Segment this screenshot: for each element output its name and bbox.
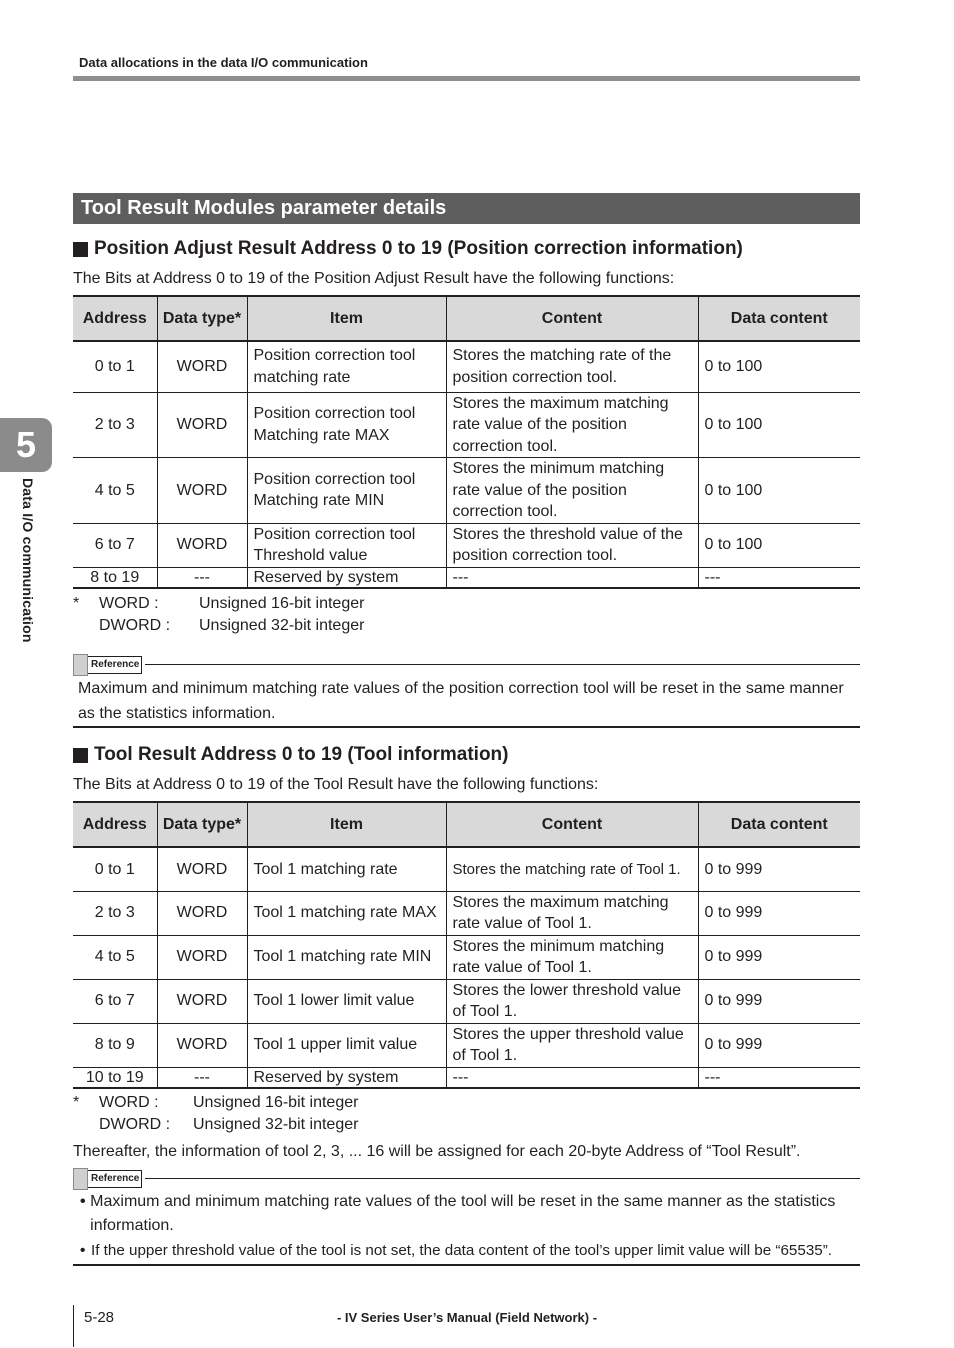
bullet-text: If the upper threshold value of the tool is not set, the data content of the tool’s upper limit value will be “65535”. bbox=[91, 1242, 832, 1259]
data-content-cell: 0 to 999 bbox=[698, 935, 860, 979]
item-cell: Position correction tool matching rate bbox=[247, 341, 446, 392]
data-type-cell: WORD bbox=[157, 891, 247, 935]
running-header: Data allocations in the data I/O communication bbox=[79, 55, 368, 70]
table-row bbox=[73, 458, 860, 524]
address-cell: 6 to 7 bbox=[73, 979, 157, 1023]
table-row bbox=[73, 341, 860, 392]
content-cell: --- bbox=[446, 567, 698, 588]
subsection-heading-tool-result bbox=[73, 744, 509, 766]
square-bullet-icon bbox=[73, 748, 88, 763]
position-adjust-intro: The Bits at Address 0 to 19 of the Position Adjust Result have the following functions: bbox=[73, 270, 675, 287]
table-row bbox=[73, 1067, 860, 1088]
data-type-cell: --- bbox=[157, 567, 247, 588]
footnote-dword-label: DWORD : bbox=[99, 617, 171, 634]
item-cell: Reserved by system bbox=[247, 567, 446, 588]
address-cell: 8 to 9 bbox=[73, 1023, 157, 1067]
chapter-tab bbox=[0, 418, 52, 472]
address-cell: 10 to 19 bbox=[73, 1067, 157, 1088]
bullet-icon: • bbox=[80, 1193, 86, 1210]
footnote-dword-desc: Unsigned 32-bit integer bbox=[193, 1116, 359, 1133]
reference-bullet-list bbox=[80, 1190, 860, 1263]
data-type-cell: WORD bbox=[157, 523, 247, 567]
content-cell: Stores the minimum matching rate value of Tool 1. bbox=[446, 935, 698, 979]
thereafter-text: Thereafter, the information of tool 2, 3, ... 16 will be assigned for each 20-byte Address of “Tool Result”. bbox=[73, 1143, 801, 1160]
reference-note: Maximum and minimum matching rate values of the position correction tool will be reset in the same manner as the statistics information. bbox=[78, 680, 844, 722]
data-content-cell: 0 to 999 bbox=[698, 891, 860, 935]
address-cell: 4 to 5 bbox=[73, 935, 157, 979]
table-row bbox=[73, 847, 860, 891]
footnote-star: * bbox=[73, 1094, 80, 1111]
footnote-dword-desc: Unsigned 32-bit integer bbox=[199, 617, 365, 634]
table-row bbox=[73, 979, 860, 1023]
address-cell: 0 to 1 bbox=[73, 341, 157, 392]
address-cell: 0 to 1 bbox=[73, 847, 157, 891]
data-type-cell: --- bbox=[157, 1067, 247, 1088]
content-cell: Stores the lower threshold value of Tool 1. bbox=[446, 979, 698, 1023]
data-type-footnote bbox=[73, 1092, 358, 1136]
bullet-icon: • bbox=[80, 1242, 86, 1259]
footnote-word-desc: Unsigned 16-bit integer bbox=[199, 595, 365, 612]
column-header: Data content bbox=[698, 296, 860, 341]
tool-result-intro: The Bits at Address 0 to 19 of the Tool Result have the following functions: bbox=[73, 776, 599, 793]
footnote-word-label: WORD : bbox=[99, 595, 159, 612]
footnote-dword-label: DWORD : bbox=[99, 1116, 171, 1133]
item-cell: Tool 1 lower limit value bbox=[247, 979, 446, 1023]
data-content-cell: 0 to 999 bbox=[698, 1023, 860, 1067]
column-header: Data type* bbox=[157, 802, 247, 847]
data-content-cell: 0 to 100 bbox=[698, 392, 860, 458]
item-cell: Tool 1 matching rate MAX bbox=[247, 891, 446, 935]
item-cell: Reserved by system bbox=[247, 1067, 446, 1088]
address-cell: 4 to 5 bbox=[73, 458, 157, 524]
manual-title: - IV Series User’s Manual (Field Network) - bbox=[336, 1310, 598, 1325]
content-cell: Stores the matching rate of the position correction tool. bbox=[446, 341, 698, 392]
table-row bbox=[73, 523, 860, 567]
reference-label: Reference bbox=[88, 656, 142, 674]
data-content-cell: 0 to 999 bbox=[698, 847, 860, 891]
column-header: Data type* bbox=[157, 296, 247, 341]
content-cell: Stores the maximum matching rate value of Tool 1. bbox=[446, 891, 698, 935]
table-row bbox=[73, 392, 860, 458]
table-header-row bbox=[73, 296, 860, 341]
item-cell: Position correction tool Matching rate MIN bbox=[247, 458, 446, 524]
reference-end-rule bbox=[73, 726, 860, 728]
section-title: Tool Result Modules parameter details bbox=[73, 193, 860, 224]
subsection-heading-position-adjust bbox=[73, 238, 743, 260]
content-cell: Stores the maximum matching rate value of the position correction tool. bbox=[446, 392, 698, 458]
table-header-row bbox=[73, 802, 860, 847]
position-adjust-table bbox=[73, 295, 860, 589]
table-row bbox=[73, 1023, 860, 1067]
data-type-cell: WORD bbox=[157, 1023, 247, 1067]
header-rule bbox=[73, 76, 860, 81]
column-header: Content bbox=[446, 802, 698, 847]
column-header: Content bbox=[446, 296, 698, 341]
data-content-cell: 0 to 100 bbox=[698, 458, 860, 524]
item-cell: Tool 1 upper limit value bbox=[247, 1023, 446, 1067]
column-header: Data content bbox=[698, 802, 860, 847]
reference-label: Reference bbox=[88, 1170, 142, 1188]
column-header: Address bbox=[73, 802, 157, 847]
table-row bbox=[73, 567, 860, 588]
data-type-footnote bbox=[73, 593, 364, 637]
data-type-cell: WORD bbox=[157, 847, 247, 891]
item-cell: Position correction tool Threshold value bbox=[247, 523, 446, 567]
content-cell: Stores the upper threshold value of Tool 1. bbox=[446, 1023, 698, 1067]
reference-rule bbox=[145, 1178, 860, 1179]
subsection-heading-text: Position Adjust Result Address 0 to 19 (Position correction information) bbox=[94, 238, 743, 259]
content-cell: Stores the matching rate of Tool 1. bbox=[446, 847, 698, 891]
reference-icon bbox=[73, 654, 145, 676]
data-type-cell: WORD bbox=[157, 979, 247, 1023]
reference-rule bbox=[145, 664, 860, 665]
data-content-cell: --- bbox=[698, 567, 860, 588]
list-item bbox=[80, 1239, 860, 1263]
table-row bbox=[73, 935, 860, 979]
table-row bbox=[73, 891, 860, 935]
list-item bbox=[80, 1190, 860, 1238]
item-cell: Tool 1 matching rate MIN bbox=[247, 935, 446, 979]
data-type-cell: WORD bbox=[157, 458, 247, 524]
reference-end-rule bbox=[73, 1264, 860, 1266]
column-header: Item bbox=[247, 296, 446, 341]
data-content-cell: 0 to 100 bbox=[698, 341, 860, 392]
subsection-heading-text: Tool Result Address 0 to 19 (Tool information) bbox=[94, 744, 509, 765]
data-type-cell: WORD bbox=[157, 935, 247, 979]
content-cell: Stores the threshold value of the position correction tool. bbox=[446, 523, 698, 567]
tool-result-table bbox=[73, 801, 860, 1089]
data-content-cell: 0 to 100 bbox=[698, 523, 860, 567]
content-cell: --- bbox=[446, 1067, 698, 1088]
footnote-word-desc: Unsigned 16-bit integer bbox=[193, 1094, 359, 1111]
item-cell: Tool 1 matching rate bbox=[247, 847, 446, 891]
chapter-side-label: Data I/O communication bbox=[20, 478, 36, 643]
data-type-cell: WORD bbox=[157, 392, 247, 458]
square-bullet-icon bbox=[73, 242, 88, 257]
data-content-cell: --- bbox=[698, 1067, 860, 1088]
reference-icon bbox=[73, 1168, 145, 1190]
column-header: Address bbox=[73, 296, 157, 341]
data-type-cell: WORD bbox=[157, 341, 247, 392]
footnote-word-label: WORD : bbox=[99, 1094, 159, 1111]
bullet-text: Maximum and minimum matching rate values of the tool will be reset in the same manner as the statistics information. bbox=[90, 1193, 836, 1234]
address-cell: 6 to 7 bbox=[73, 523, 157, 567]
content-cell: Stores the minimum matching rate value of the position correction tool. bbox=[446, 458, 698, 524]
item-cell: Position correction tool Matching rate MAX bbox=[247, 392, 446, 458]
address-cell: 2 to 3 bbox=[73, 891, 157, 935]
address-cell: 8 to 19 bbox=[73, 567, 157, 588]
page-number: 5-28 bbox=[84, 1309, 115, 1326]
address-cell: 2 to 3 bbox=[73, 392, 157, 458]
footnote-star: * bbox=[73, 595, 80, 612]
column-header: Item bbox=[247, 802, 446, 847]
chapter-number: 5 bbox=[15, 424, 37, 465]
data-content-cell: 0 to 999 bbox=[698, 979, 860, 1023]
